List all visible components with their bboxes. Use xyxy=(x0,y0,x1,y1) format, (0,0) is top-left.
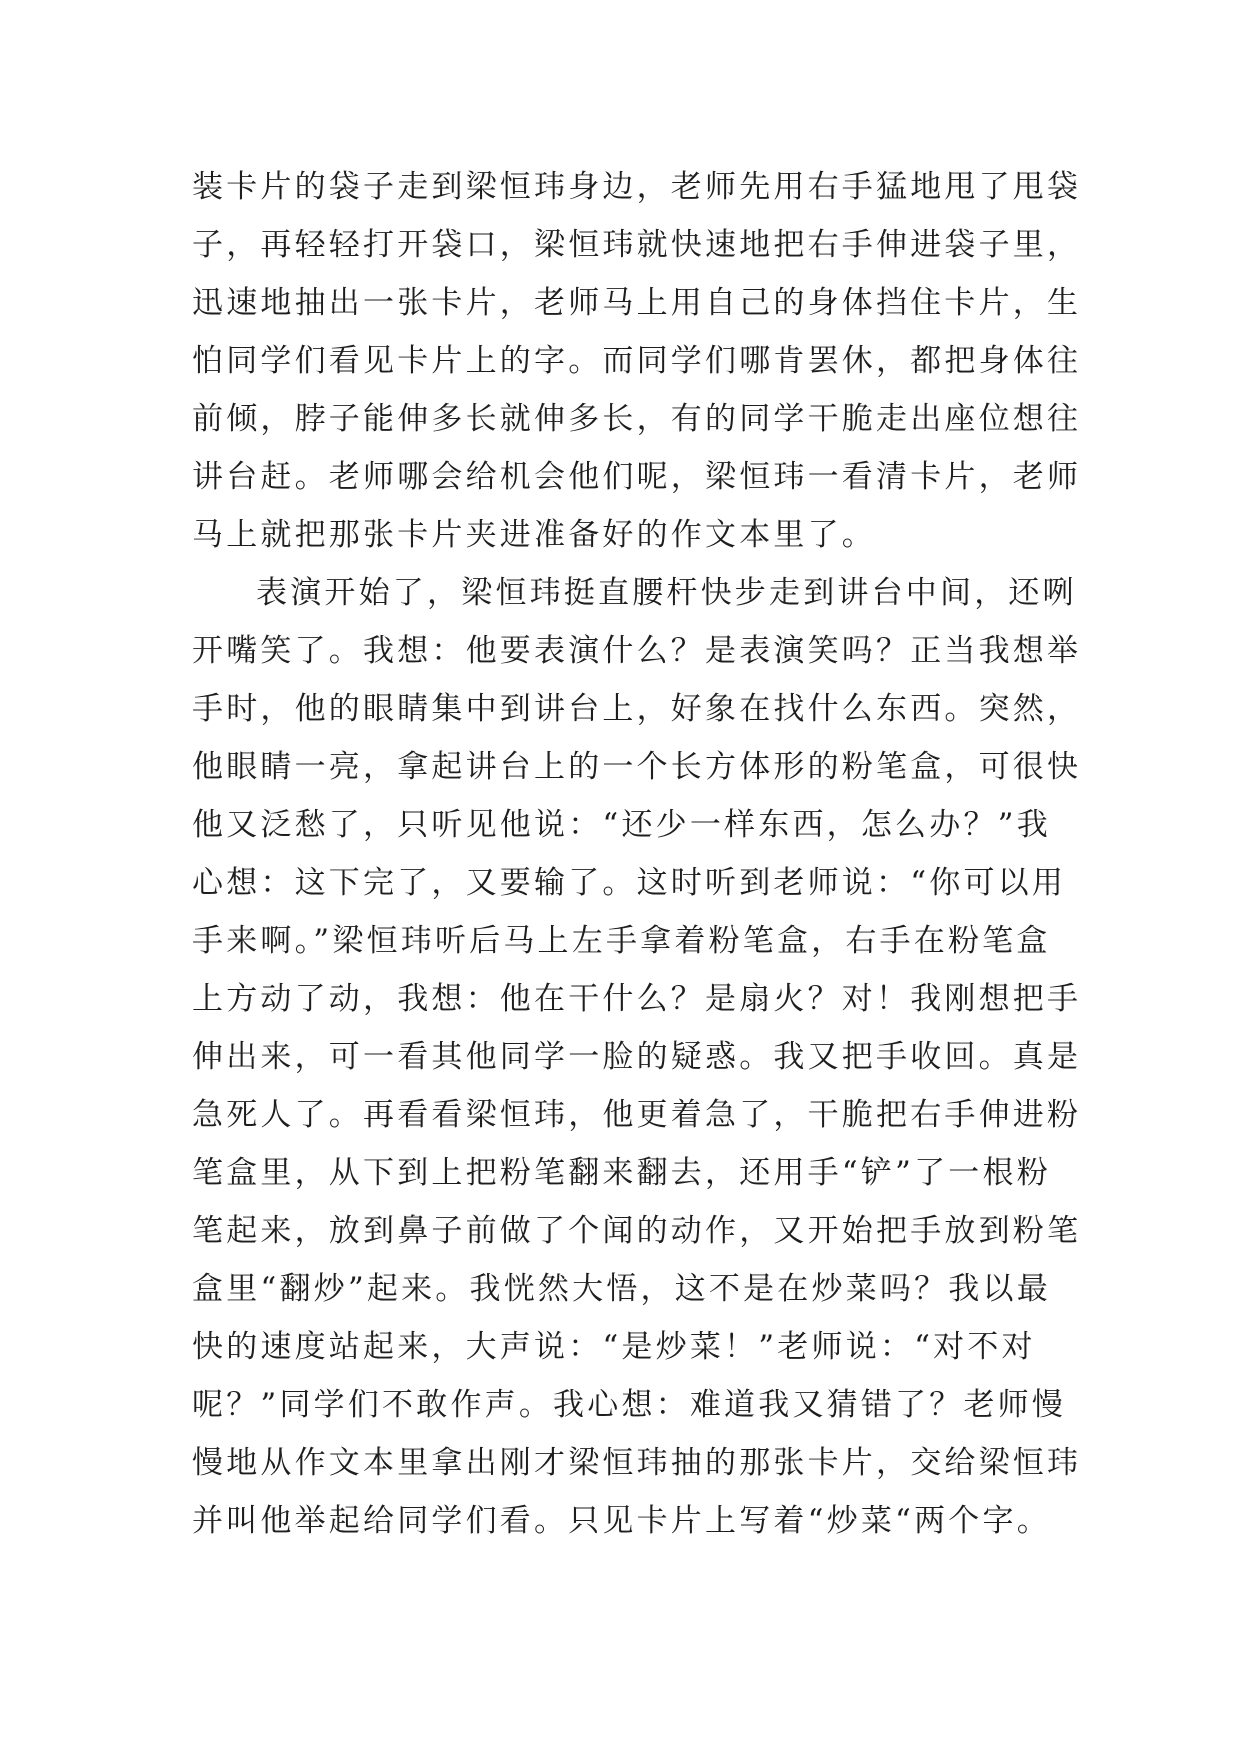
text-line: 慢地从作文本里拿出刚才梁恒玮抽的那张卡片，交给梁恒玮 xyxy=(192,1445,1082,1481)
text-line: 他眼睛一亮，拿起讲台上的一个长方体形的粉笔盒，可很快 xyxy=(192,749,1082,785)
text-line: 讲台赶。老师哪会给机会他们呢，梁恒玮一看清卡片，老师 xyxy=(192,459,1082,495)
text-line: 并叫他举起给同学们看。只见卡片上写着“炒菜“两个字。 xyxy=(192,1503,1051,1539)
text-line: 盒里“翻炒”起来。我恍然大悟，这不是在炒菜吗？我以最 xyxy=(192,1271,1051,1307)
text-line: 急死人了。再看看梁恒玮，他更着急了，干脆把右手伸进粉 xyxy=(192,1097,1082,1133)
text-line: 马上就把那张卡片夹进准备好的作文本里了。 xyxy=(192,517,876,553)
text-line: 心想：这下完了，又要输了。这时听到老师说：“你可以用 xyxy=(192,865,1067,901)
document-body xyxy=(192,158,1082,1550)
text-line-indented: 表演开始了，梁恒玮挺直腰杆快步走到讲台中间，还咧 xyxy=(256,575,1077,611)
text-line: 前倾，脖子能伸多长就伸多长，有的同学干脆走出座位想往 xyxy=(192,401,1082,437)
text-line: 笔起来，放到鼻子前做了个闻的动作，又开始把手放到粉笔 xyxy=(192,1213,1082,1249)
text-line: 子，再轻轻打开袋口，梁恒玮就快速地把右手伸进袋子里， xyxy=(192,227,1082,263)
paragraph-2 xyxy=(192,564,1082,1550)
text-line: 迅速地抽出一张卡片，老师马上用自己的身体挡住卡片，生 xyxy=(192,285,1082,321)
text-line: 手时，他的眼睛集中到讲台上，好象在找什么东西。突然， xyxy=(192,691,1082,727)
text-line: 呢？”同学们不敢作声。我心想：难道我又猜错了？老师慢 xyxy=(192,1387,1067,1423)
text-line: 快的速度站起来，大声说：“是炒菜！”老师说：“对不对 xyxy=(192,1329,1036,1365)
text-line: 装卡片的袋子走到梁恒玮身边，老师先用右手猛地甩了甩袋 xyxy=(192,169,1082,205)
text-line: 笔盒里，从下到上把粉笔翻来翻去，还用手“铲”了一根粉 xyxy=(192,1155,1051,1191)
text-line: 伸出来，可一看其他同学一脸的疑惑。我又把手收回。真是 xyxy=(192,1039,1082,1075)
text-line: 开嘴笑了。我想：他要表演什么？是表演笑吗？正当我想举 xyxy=(192,633,1082,669)
text-line: 他又泛愁了，只听见他说：“还少一样东西，怎么办？”我 xyxy=(192,807,1051,843)
text-line: 怕同学们看见卡片上的字。而同学们哪肯罢休，都把身体往 xyxy=(192,343,1082,379)
paragraph-1 xyxy=(192,158,1082,564)
text-line: 手来啊。”梁恒玮听后马上左手拿着粉笔盒，右手在粉笔盒 xyxy=(192,923,1051,959)
text-line: 上方动了动，我想：他在干什么？是扇火？对！我刚想把手 xyxy=(192,981,1082,1017)
